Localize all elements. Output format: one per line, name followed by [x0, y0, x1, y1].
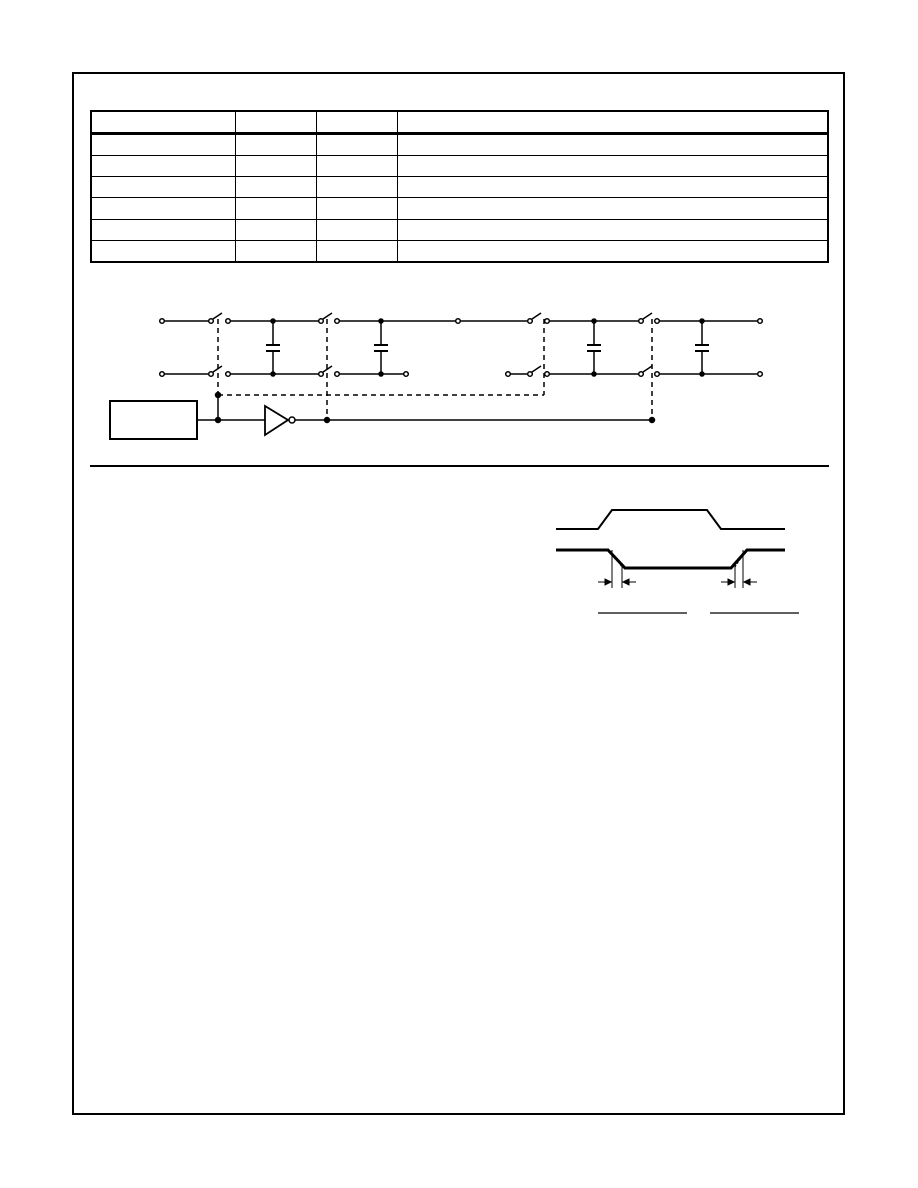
section-divider — [90, 465, 829, 467]
table-cell — [397, 198, 828, 219]
capacitor-3 — [587, 319, 601, 376]
left-network-top-rail — [160, 313, 461, 323]
table-cell — [316, 240, 397, 262]
switched-capacitor-schematic — [90, 290, 790, 450]
table-cell — [316, 156, 397, 177]
table-cell — [91, 156, 235, 177]
table-cell — [235, 198, 316, 219]
table-cell — [91, 198, 235, 219]
table-row — [91, 134, 828, 156]
table-cell — [235, 177, 316, 198]
table-row — [91, 219, 828, 240]
table-cell — [397, 156, 828, 177]
table-row — [91, 198, 828, 219]
table-cell — [91, 219, 235, 240]
table-header-cell — [316, 111, 397, 134]
capacitor-4 — [695, 319, 709, 376]
junction-dot — [650, 418, 655, 423]
table-cell — [397, 177, 828, 198]
right-network-top-rail — [460, 313, 762, 323]
table-header-row — [91, 111, 828, 134]
capacitor-2 — [374, 319, 388, 376]
table-header-cell — [91, 111, 235, 134]
table-cell — [316, 219, 397, 240]
timing-diagram — [550, 495, 800, 620]
table-cell — [397, 240, 828, 262]
table-row — [91, 156, 828, 177]
output-waveform — [556, 550, 785, 568]
spec-table — [90, 110, 829, 263]
table-cell — [397, 219, 828, 240]
table-cell — [235, 134, 316, 156]
table-header-cell — [397, 111, 828, 134]
table-cell — [235, 156, 316, 177]
table-row — [91, 177, 828, 198]
table-cell — [235, 219, 316, 240]
table-cell — [316, 134, 397, 156]
table-cell — [91, 240, 235, 262]
table-row — [91, 240, 828, 262]
table-cell — [316, 177, 397, 198]
table-cell — [91, 177, 235, 198]
table-cell — [235, 240, 316, 262]
capacitor-1 — [266, 319, 280, 376]
table-header-cell — [235, 111, 316, 134]
left-network-bottom-rail — [160, 366, 409, 376]
switch-linkage-dashed — [218, 319, 652, 420]
junction-dot — [325, 418, 330, 423]
table-cell — [397, 134, 828, 156]
clock-source-block — [110, 401, 197, 439]
table-cell — [91, 134, 235, 156]
table-cell — [316, 198, 397, 219]
inverter-buffer — [265, 406, 295, 435]
clock-waveform — [556, 510, 785, 529]
